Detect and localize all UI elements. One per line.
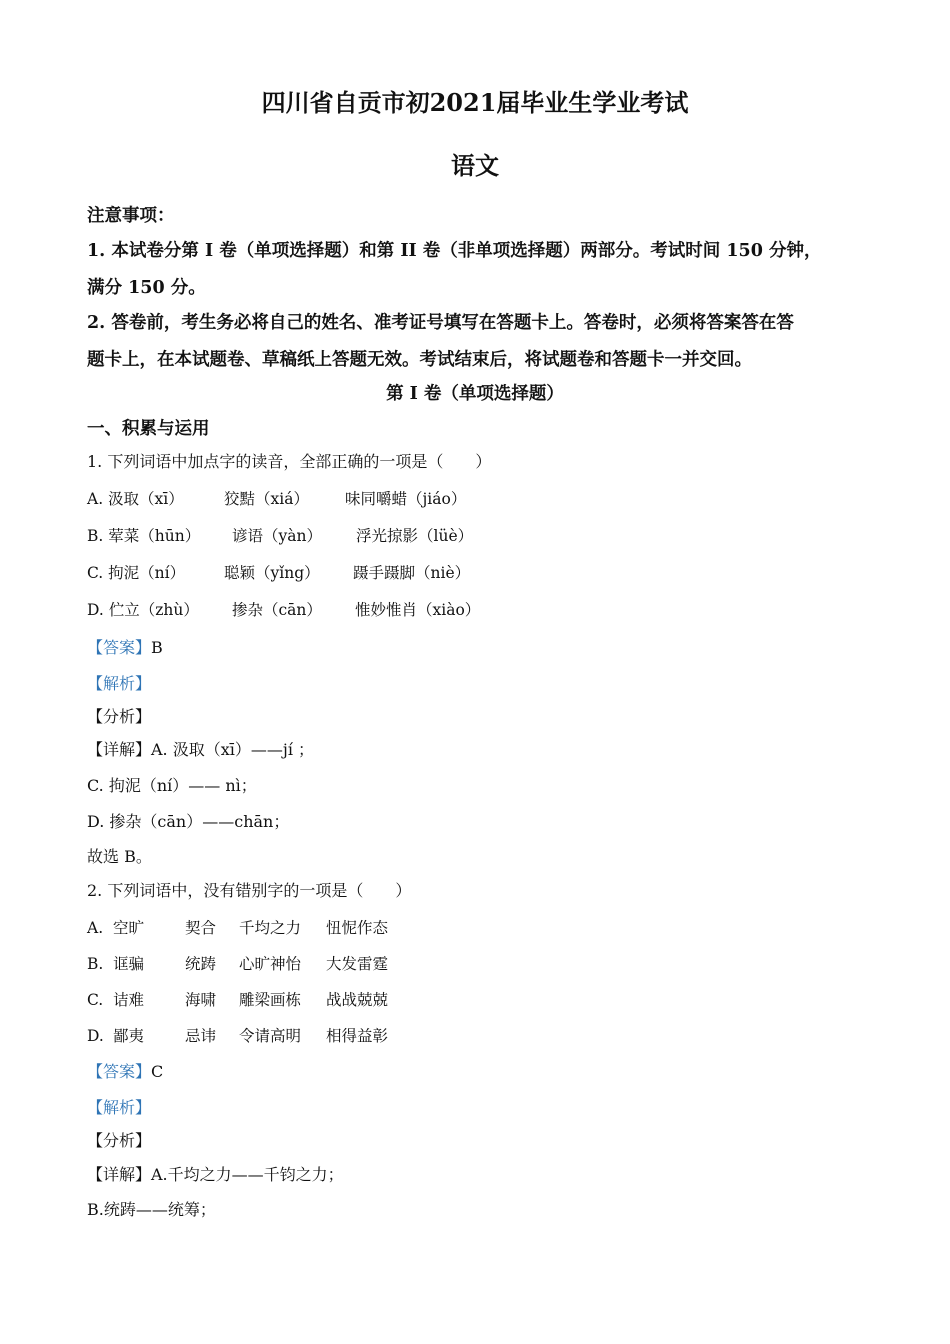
q1-option-d-word-3: 惟妙惟肖（xiào） [355,601,481,619]
q1-option-a-word-1: A. 汲取（xī） [87,490,184,508]
q1-option-d-word-2: 掺杂（cān） [232,601,322,619]
q1-answer-label: 【答案】 [87,638,152,657]
q2-option-b-word-3: 心旷神怡 [239,955,302,973]
q2-option-a-word-4: 忸怩作态 [326,919,389,937]
q2-option-c-word-4: 战战兢兢 [326,991,389,1009]
notice-item-1-line-2: 满分 150 分。 [87,278,206,298]
q2-detail-line-1: 【详解】A.千均之力——千钧之力； [87,1165,344,1184]
q2-option-c-word-1: 诘难 [113,991,145,1009]
q2-option-d-word-1: 鄙夷 [113,1027,145,1045]
q2-option-b-word-1: 诓骗 [113,955,145,973]
q1-stem: 1. 下列词语中加点字的读音，全部正确的一项是（ ） [87,452,492,471]
q1-option-b-word-1: B. 荤菜（hūn） [87,527,201,545]
q1-option-d-word-1: D. 伫立（zhù） [87,601,199,619]
notice-heading: 注意事项： [87,206,175,226]
q2-stem: 2. 下列词语中，没有错别字的一项是（ ） [87,881,412,900]
q2-option-d-word-2: 忌讳 [185,1027,217,1045]
q1-option-b-word-3: 浮光掠影（lüè） [356,527,474,545]
q2-analysis-label: 【解析】 [87,1098,152,1117]
q1-answer [87,638,163,658]
notice-item-1-line-1: 1. 本试卷分第 I 卷（单项选择题）和第 II 卷（非单项选择题）两部分。考试时间 150 分钟， [87,241,822,261]
q2-option-b-word-4: 大发雷霆 [326,955,389,973]
q1-option-b-word-2: 谚语（yàn） [232,527,322,545]
q1-detail-line-2: C. 拘泥（ní）—— nì； [87,776,257,795]
subject-title: 语文 [451,151,499,180]
q2-answer-value: C [151,1062,164,1081]
q1-option-a-word-2: 狡黠（xiá） [224,490,309,508]
q2-option-a-letter: A. [87,919,104,937]
q2-option-a-word-1: 空旷 [113,919,145,937]
q2-option-a-word-2: 契合 [185,919,217,937]
q1-analysis-label: 【解析】 [87,674,152,693]
q2-option-d-word-3: 令请高明 [239,1027,302,1045]
exam-title: 四川省自贡市初2021届毕业生学业考试 [261,88,689,117]
notice-item-2-line-1: 2. 答卷前，考生务必将自己的姓名、准考证号填写在答题卡上。答卷时，必须将答案答在答 [87,313,794,333]
q2-option-b-letter: B. [87,955,104,973]
q2-fenxi-label: 【分析】 [87,1131,152,1150]
q2-option-b-word-2: 统踌 [185,955,217,973]
q1-option-c-word-1: C. 拘泥（ní） [87,564,186,582]
q1-detail-line-3: D. 掺杂（cān）——chān； [87,812,290,831]
q1-fenxi-label: 【分析】 [87,707,152,726]
q1-detail-line-1: 【详解】A. 汲取（xī）——jí ； [87,740,315,759]
q2-option-a-word-3: 千均之力 [239,919,302,937]
notice-item-2-line-2: 题卡上，在本试题卷、草稿纸上答题无效。考试结束后，将试题卷和答题卡一并交回。 [87,350,752,370]
q1-option-c-word-3: 蹑手蹑脚（niè） [353,564,471,582]
q1-option-c-word-2: 聪颖（yǐng） [224,564,320,582]
q2-answer-label: 【答案】 [87,1062,152,1081]
q2-option-c-word-2: 海啸 [185,991,217,1009]
q1-answer-value: B [151,638,163,657]
part1-title: 第 I 卷（单项选择题） [386,384,564,404]
q2-option-c-word-3: 雕梁画栋 [239,991,302,1009]
q2-option-d-letter: D. [87,1027,104,1045]
q2-option-c-letter: C. [87,991,104,1009]
q2-detail-line-2: B.统踌——统筹； [87,1200,216,1219]
q1-option-a-word-3: 味同嚼蜡（jiáo） [345,490,467,508]
q1-conclusion: 故选 B。 [87,847,152,866]
section1-title: 一、积累与运用 [87,419,210,439]
q2-option-d-word-4: 相得益彰 [326,1027,389,1045]
q2-answer [87,1062,163,1082]
